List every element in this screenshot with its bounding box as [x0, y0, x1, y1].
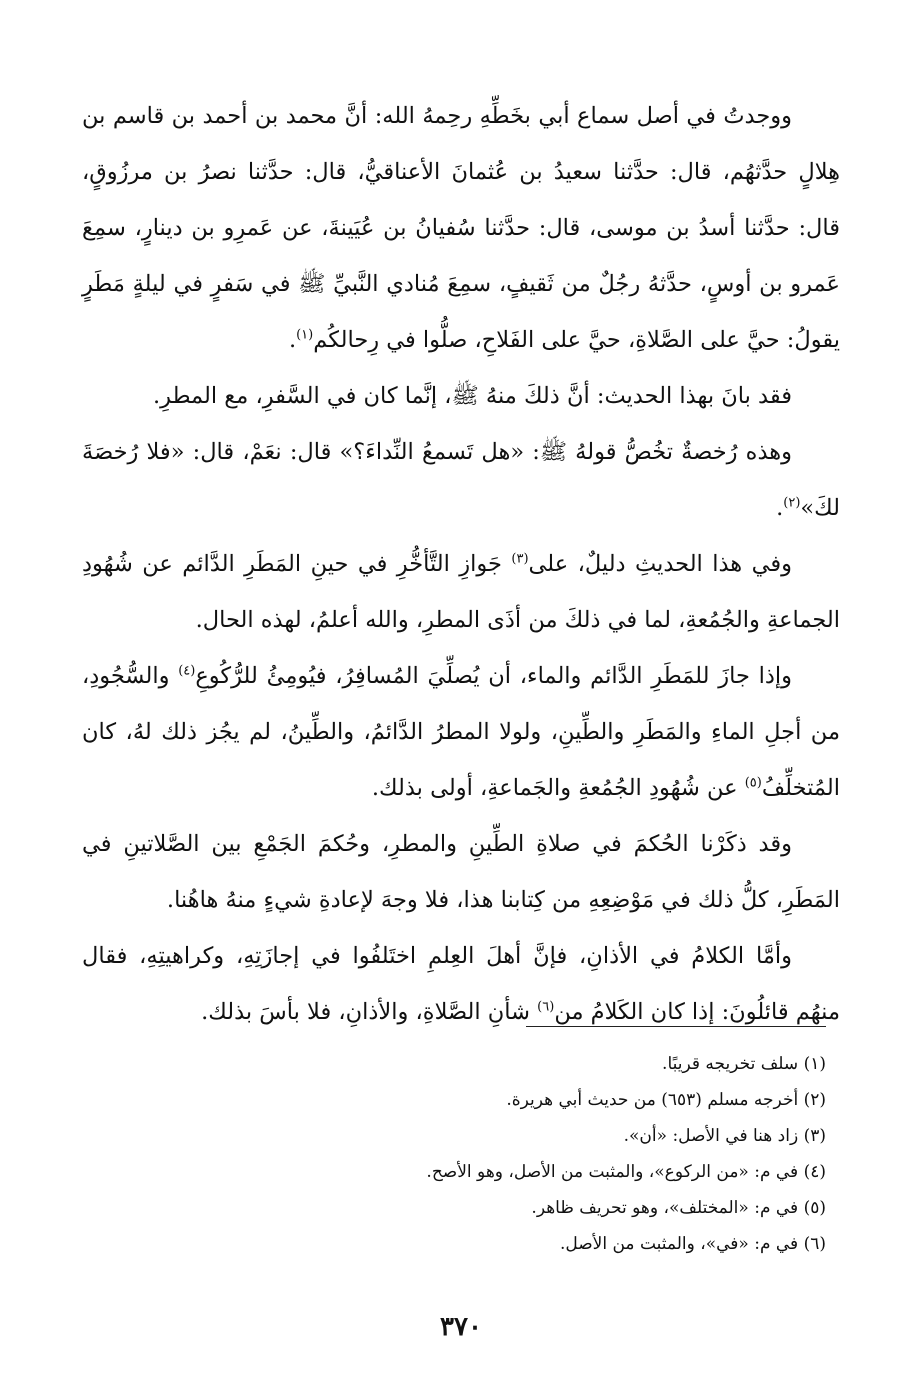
paragraph-text: فقد بانَ بهذا الحديث: أنَّ ذلكَ منهُ ﷺ، إنَّما كان في السَّفرِ، مع المطرِ. — [153, 383, 792, 409]
footnote-marker[interactable]: (١) — [296, 327, 314, 343]
footnote-marker[interactable]: (٢) — [783, 495, 801, 511]
paragraph-2 — [82, 368, 840, 424]
footnote-3: (٣) زاد هنا في الأصل: «أن». — [623, 1126, 826, 1146]
paragraph-1 — [82, 88, 840, 368]
paragraph-text: شأنِ الصَّلاةِ، والأذانِ، فلا بأسَ بذلك. — [201, 999, 538, 1025]
footnotes-section — [86, 1046, 826, 1262]
paragraph-text: وإذا جازَ للمَطَرِ الدَّائم والماء، أن يُصلِّيَ المُسافِرُ، فيُومِئُ للرُّكُوعِ — [195, 663, 792, 689]
paragraph-text: عن شُهُودِ الجُمُعةِ والجَماعةِ، أولى بذلك. — [371, 775, 745, 801]
footnote-2: (٢) أخرجه مسلم (٦٥٣) من حديث أبي هريرة. — [506, 1090, 826, 1110]
paragraph-text: وهذه رُخصةٌ تخُصُّ قولهُ ﷺ: «هل تَسمعُ النِّداءَ؟» قال: نعَمْ، قال: «فلا رُخصَةَ لكَ» — [82, 439, 840, 521]
paragraph-text: وقد ذكَرْنا الحُكمَ في صلاةِ الطِّينِ والمطرِ، وحُكمَ الجَمْعِ بين الصَّلاتينِ في المَطَرِ، كلُّ ذلك في مَوْضِعِهِ من كِتابنا هذا، فلا وجهَ لإعادةِ شيءٍ منهُ هاهُنا. — [82, 831, 840, 913]
paragraph-text: . — [288, 327, 297, 353]
paragraph-6 — [82, 816, 840, 928]
footnote-6: (٦) في م: «في»، والمثبت من الأصل. — [559, 1234, 826, 1254]
footnote-marker[interactable]: (٦) — [537, 999, 555, 1015]
paragraph-4 — [82, 536, 840, 648]
paragraph-text: . — [776, 495, 784, 521]
footnote-marker[interactable]: (٥) — [744, 775, 762, 791]
footnote-separator — [526, 1026, 826, 1027]
paragraph-text: وأمَّا الكلامُ في الأذانِ، فإنَّ أهلَ العِلمِ اختَلفُوا في إجازَتِهِ، وكراهيتِهِ، فقال منهُم قائلُونَ: إذا كان الكَلامُ من — [82, 943, 840, 1025]
footnote-1: (١) سلف تخريجه قريبًا. — [662, 1054, 826, 1074]
page-number: ٣٧٠ — [440, 1312, 482, 1342]
footnote-4: (٤) في م: «من الركوع»، والمثبت من الأصل، وهو الأصح. — [426, 1162, 826, 1182]
main-text-body — [82, 88, 840, 1040]
footnote-marker[interactable]: (٣) — [511, 551, 529, 567]
paragraph-text: جَوازِ التَّأخُّرِ في حينِ المَطَرِ الدَّائم عن شُهُودِ الجماعةِ والجُمُعةِ، لما في ذلكَ من أذَى المطرِ، والله أعلمُ، لهذه الحال. — [82, 551, 840, 633]
paragraph-3 — [82, 424, 840, 536]
footnote-5: (٥) في م: «المختلف»، وهو تحريف ظاهر. — [531, 1198, 826, 1218]
paragraph-5 — [82, 648, 840, 816]
paragraph-7 — [82, 928, 840, 1040]
paragraph-text: وفي هذا الحديثِ دليلٌ، على — [528, 551, 792, 577]
footnote-marker[interactable]: (٤) — [178, 663, 196, 679]
paragraph-text: ووجدتُ في أصل سماع أبي بخَطِّهِ رحِمهُ الله: أنَّ محمد بن أحمد بن قاسم بن هِلالٍ حدَّثهُم، قال: حدَّثنا سعيدُ بن عُثمانَ الأعناقيُّ، قال: حدَّثنا نصرُ بن مرزُوقٍ، قال: حدَّثنا أسدُ بن موسى، قال: حدَّثنا سُفيانُ بن عُيَينةَ، عن عَمرِو بن دينارٍ، سمِعَ عَمرو بن أوسٍ، حدَّثهُ رجُلٌ من ثَقيفٍ، سمِعَ مُنادي النَّبيِّ ﷺ في سَفرٍ في ليلةٍ مَطَرٍ يقولُ: حيَّ على الصَّلاةِ، حيَّ على الفَلاحِ، صلُّوا في رِحالكُم — [82, 103, 840, 353]
paragraph-text: والسُّجُودِ، من أجلِ الماءِ والمَطَرِ والطِّينِ، ولولا المطرُ الدَّائمُ، والطِّينُ، لم يجُز ذلك لهُ، كان المُتخلِّفُ — [82, 663, 840, 801]
